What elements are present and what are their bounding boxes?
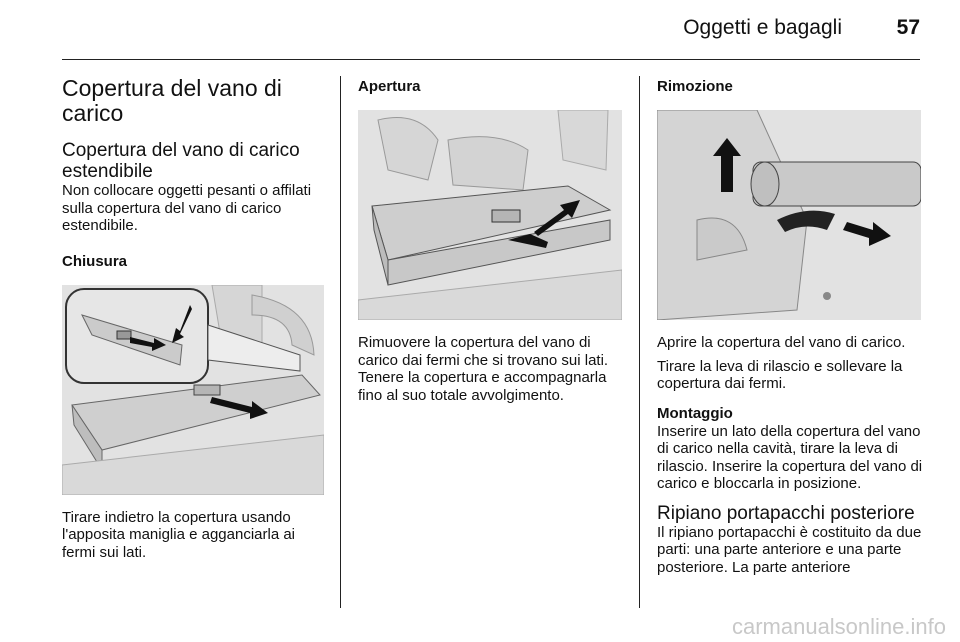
removal-heading: Rimozione — [657, 78, 733, 95]
opening-heading: Apertura — [358, 78, 421, 95]
opening-paragraph: Rimuovere la copertura del vano di carico dai fermi che si trovano sui lati. Tenere la copertura e accompagnarla fino al suo totale avvolgimento. — [358, 334, 609, 404]
removal-paragraph-2: Tirare la leva di rilascio e sollevare la copertura dai fermi. — [657, 357, 903, 392]
mounting-paragraph: Inserire un lato della copertura del vano di carico nella cavità, tirare la leva di rilascio. Inserire la copertura del vano di carico e bloccarla in posizione. — [657, 422, 923, 492]
removal-illustration — [657, 110, 921, 320]
closing-illustration — [62, 285, 324, 495]
column-3 — [657, 66, 923, 576]
shelf-section-title: Ripiano portapacchi posteriore — [657, 502, 915, 524]
subsection-title: Copertura del vano di carico estendibile — [62, 140, 300, 182]
intro-paragraph: Non collocare oggetti pesanti o affilati sulla copertura del vano di carico estendibile. — [62, 182, 312, 234]
opening-illustration — [358, 110, 622, 320]
column-1 — [62, 66, 326, 561]
column-2 — [358, 66, 624, 404]
removal-paragraph-1: Aprire la copertura del vano di carico. — [657, 334, 906, 351]
page-number: 57 — [896, 16, 920, 39]
header-rule — [62, 59, 920, 60]
column-divider — [639, 76, 640, 608]
section-title: Copertura del vano di carico — [62, 75, 282, 126]
closing-paragraph: Tirare indietro la copertura usando l'apposita maniglia e agganciarla ai fermi sui lati. — [62, 508, 296, 561]
mounting-heading: Montaggio — [657, 404, 733, 422]
column-divider — [340, 76, 341, 608]
shelf-paragraph: Il ripiano portapacchi è costituito da due parti: una parte anteriore e una parte posteriore. La parte anteriore — [657, 523, 922, 576]
page-header — [0, 0, 960, 60]
closing-heading: Chiusura — [62, 252, 128, 270]
header-title: Oggetti e bagagli — [683, 16, 842, 39]
watermark: carmanualsonline.info — [731, 614, 946, 639]
